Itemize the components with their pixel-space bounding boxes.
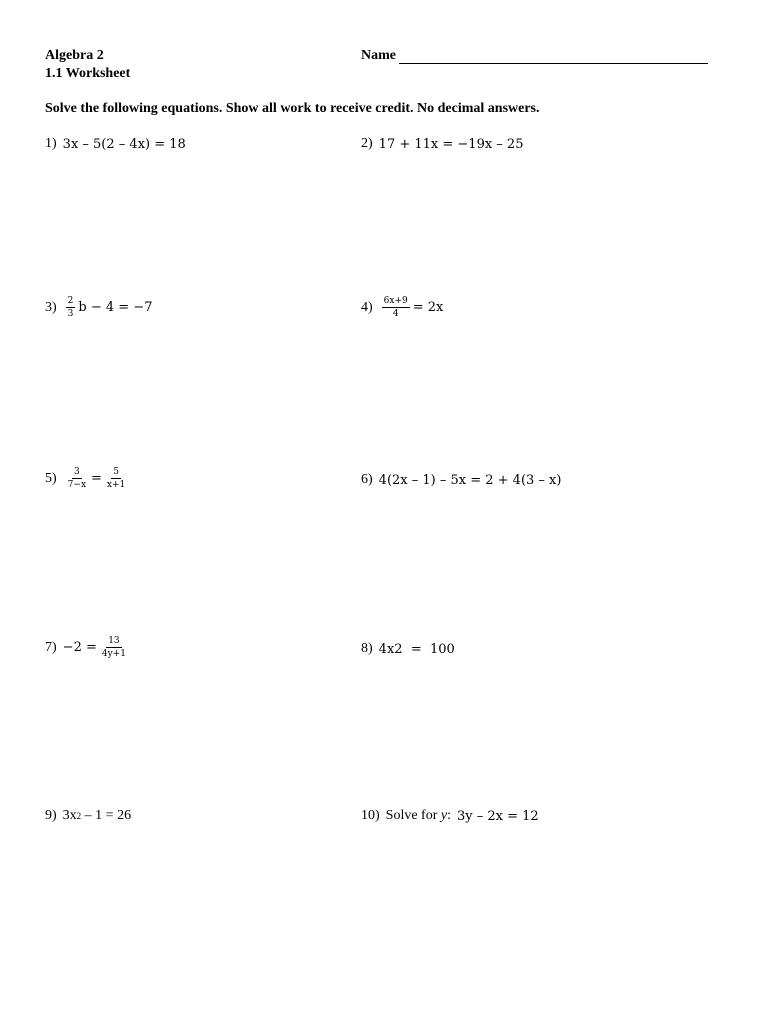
problem-number: 1) <box>45 136 57 151</box>
equation-base: 4x <box>378 641 395 657</box>
problem-6 <box>361 472 561 488</box>
name-label: Name <box>361 48 396 63</box>
exponent: 2 <box>76 811 82 821</box>
fraction-right <box>105 467 127 490</box>
problem-number: 2) <box>361 136 373 151</box>
instructions: Solve the following equations. Show all work to receive credit. No decimal answers. <box>45 101 540 116</box>
fraction-denominator: x+1 <box>106 480 126 490</box>
problem-5 <box>45 467 130 490</box>
solve-for-variable: y <box>440 808 448 823</box>
fraction-denominator: 3 <box>67 309 74 319</box>
equation: 3y – 2x = 12 <box>457 808 539 824</box>
equation: 4(2x – 1) – 5x = 2 + 4(3 – x) <box>378 472 562 488</box>
exponent: 2 <box>394 641 403 657</box>
problem-number: 4) <box>361 299 373 315</box>
fraction-denominator: 4 <box>392 309 399 319</box>
problem-number: 7) <box>45 639 57 655</box>
problem-4 <box>361 296 443 319</box>
equation-rest: – 1 = 26 <box>81 808 132 823</box>
problem-number: 3) <box>45 299 57 315</box>
problem-1 <box>45 136 186 152</box>
problem-10 <box>361 808 539 824</box>
equation-rest: = 100 <box>402 641 455 657</box>
equation: 17 + 11x = −19x – 25 <box>378 136 524 152</box>
problem-number: 5) <box>45 470 57 486</box>
fraction-numerator: 3 <box>73 467 80 477</box>
fraction-left <box>66 467 88 490</box>
fraction-numerator: 6x+9 <box>383 296 408 306</box>
fraction-denominator: 4y+1 <box>101 649 126 659</box>
problem-number: 6) <box>361 472 373 487</box>
fraction <box>382 296 410 319</box>
equation: 3x – 5(2 – 4x) = 18 <box>62 136 186 152</box>
equation-rest: b − 4 = −7 <box>78 300 153 315</box>
problem-8 <box>361 641 455 657</box>
fraction <box>66 296 76 319</box>
problem-number: 9) <box>45 808 57 823</box>
problem-number: 8) <box>361 641 373 656</box>
course-title: Algebra 2 <box>45 48 104 63</box>
equation-lhs: −2 = <box>62 640 97 655</box>
equals-sign: = <box>91 471 102 486</box>
colon: : <box>447 808 451 823</box>
fraction <box>100 636 128 659</box>
equation-rest: = 2x <box>412 300 444 315</box>
name-blank-line[interactable] <box>399 63 708 64</box>
problem-number: 10) <box>361 808 380 823</box>
solve-for-label: Solve for <box>385 808 441 823</box>
problem-7 <box>45 636 131 659</box>
fraction-denominator: 7−x <box>67 480 87 490</box>
fraction-numerator: 13 <box>108 636 120 646</box>
problem-3 <box>45 296 152 319</box>
fraction-numerator: 5 <box>113 467 119 477</box>
problem-2 <box>361 136 523 152</box>
equation-base: 3x <box>62 808 77 823</box>
fraction-numerator: 2 <box>67 296 74 306</box>
problem-9 <box>45 808 131 824</box>
worksheet-title: 1.1 Worksheet <box>45 66 131 81</box>
